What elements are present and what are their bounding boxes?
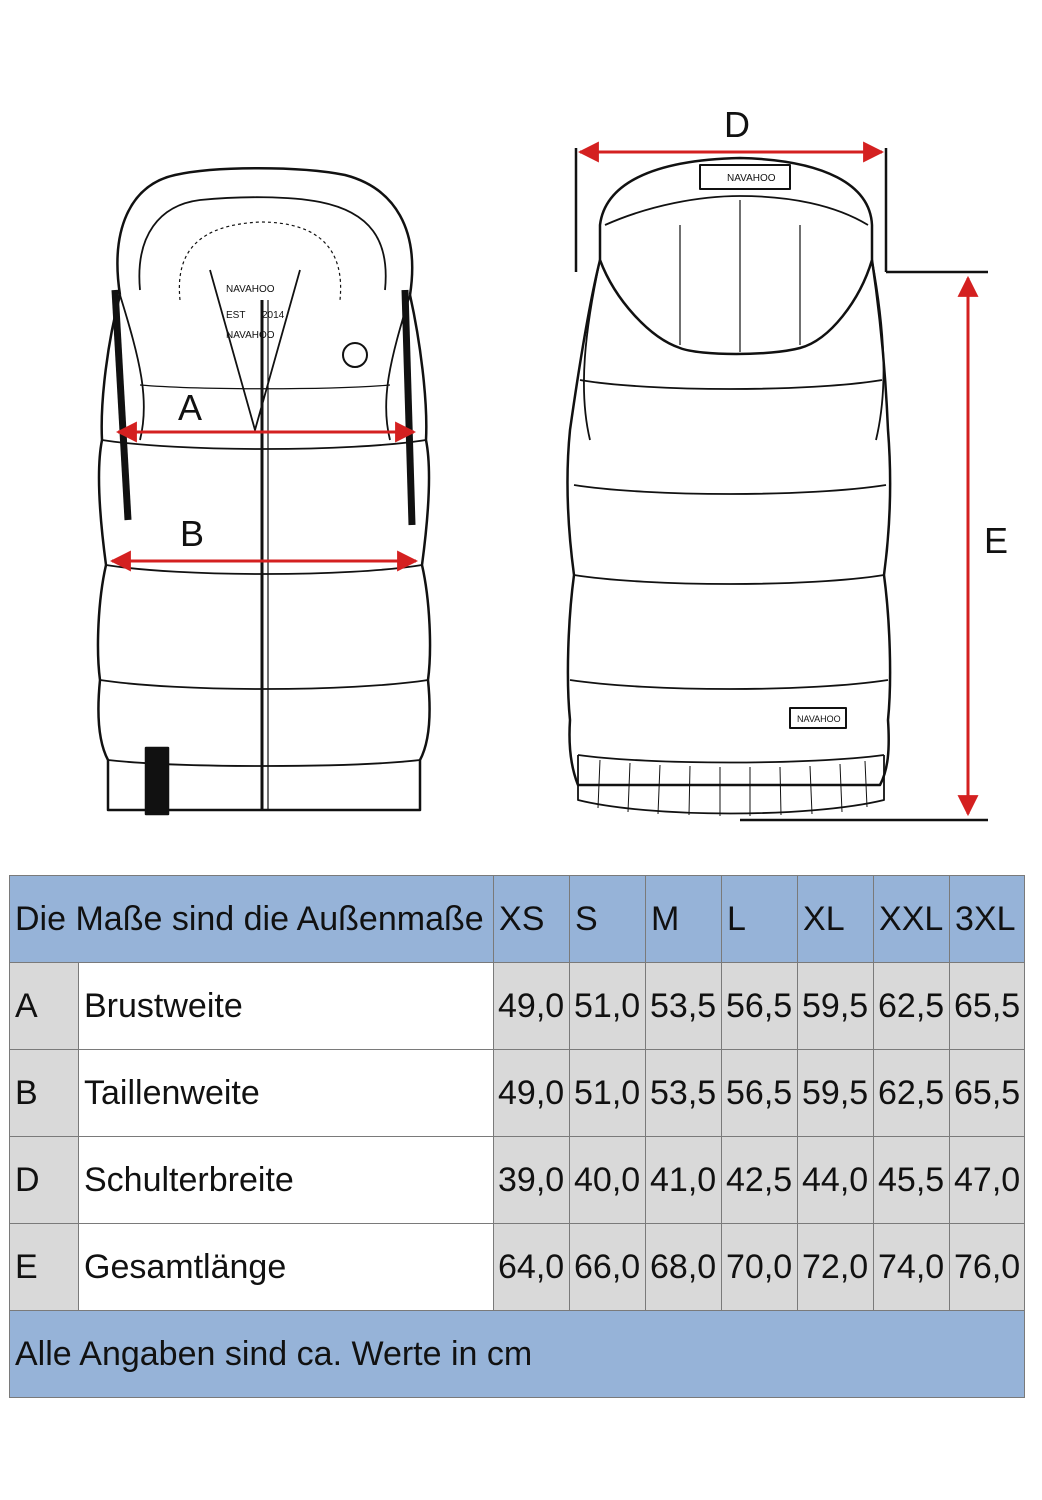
svg-text:EST: EST — [226, 310, 246, 321]
measure-value: 68,0 — [646, 1224, 722, 1311]
size-header: XS — [494, 876, 570, 963]
svg-text:2014: 2014 — [262, 310, 285, 321]
measure-value: 66,0 — [570, 1224, 646, 1311]
measure-value: 42,5 — [722, 1137, 798, 1224]
measure-value: 45,5 — [874, 1137, 950, 1224]
measure-name: Schulterbreite — [79, 1137, 494, 1224]
measure-value: 76,0 — [950, 1224, 1025, 1311]
svg-text:B: B — [180, 513, 205, 554]
size-header: M — [646, 876, 722, 963]
svg-text:E: E — [984, 520, 1009, 561]
measure-value: 56,5 — [722, 1050, 798, 1137]
size-header: S — [570, 876, 646, 963]
measure-name: Gesamtlänge — [79, 1224, 494, 1311]
measure-value: 74,0 — [874, 1224, 950, 1311]
size-table — [9, 875, 1025, 1398]
table-row — [10, 1224, 1025, 1311]
measure-value: 40,0 — [570, 1137, 646, 1224]
svg-text:D: D — [724, 104, 750, 145]
measure-value: 62,5 — [874, 963, 950, 1050]
size-header: L — [722, 876, 798, 963]
size-header: 3XL — [950, 876, 1025, 963]
measure-value: 72,0 — [798, 1224, 874, 1311]
back-logo — [727, 173, 841, 724]
measure-value: 49,0 — [494, 963, 570, 1050]
svg-text:NAVAHOO: NAVAHOO — [226, 330, 275, 341]
measure-e — [740, 272, 1008, 820]
vest-back-illustration — [567, 158, 890, 816]
measure-code: B — [10, 1050, 79, 1137]
measure-value: 53,5 — [646, 963, 722, 1050]
measure-code: E — [10, 1224, 79, 1311]
measure-code: A — [10, 963, 79, 1050]
measure-value: 65,5 — [950, 1050, 1025, 1137]
measure-code: D — [10, 1137, 79, 1224]
front-logo — [226, 284, 285, 341]
measure-value: 51,0 — [570, 963, 646, 1050]
measure-name: Taillenweite — [79, 1050, 494, 1137]
measure-value: 59,5 — [798, 1050, 874, 1137]
measure-value: 51,0 — [570, 1050, 646, 1137]
measure-value: 39,0 — [494, 1137, 570, 1224]
table-title: Die Maße sind die Außenmaße — [10, 876, 494, 963]
measure-name: Brustweite — [79, 963, 494, 1050]
table-footer-row — [10, 1311, 1025, 1398]
svg-text:A: A — [178, 387, 203, 428]
table-row — [10, 1137, 1025, 1224]
measure-value: 65,5 — [950, 963, 1025, 1050]
measure-value: 44,0 — [798, 1137, 874, 1224]
table-row — [10, 1050, 1025, 1137]
measure-value: 59,5 — [798, 963, 874, 1050]
measure-value: 70,0 — [722, 1224, 798, 1311]
measure-value: 47,0 — [950, 1137, 1025, 1224]
measure-b — [112, 513, 416, 561]
measure-value: 62,5 — [874, 1050, 950, 1137]
measure-value: 64,0 — [494, 1224, 570, 1311]
measure-value: 41,0 — [646, 1137, 722, 1224]
size-header: XL — [798, 876, 874, 963]
svg-text:NAVAHOO: NAVAHOO — [727, 173, 776, 184]
svg-text:NAVAHOO: NAVAHOO — [797, 714, 841, 724]
vest-front-illustration — [98, 168, 430, 814]
svg-text:NAVAHOO: NAVAHOO — [226, 284, 275, 295]
measure-value: 56,5 — [722, 963, 798, 1050]
table-header-row — [10, 876, 1025, 963]
size-header: XXL — [874, 876, 950, 963]
measure-value: 53,5 — [646, 1050, 722, 1137]
table-row — [10, 963, 1025, 1050]
measure-value: 49,0 — [494, 1050, 570, 1137]
table-footnote: Alle Angaben sind ca. Werte in cm — [10, 1311, 1025, 1398]
